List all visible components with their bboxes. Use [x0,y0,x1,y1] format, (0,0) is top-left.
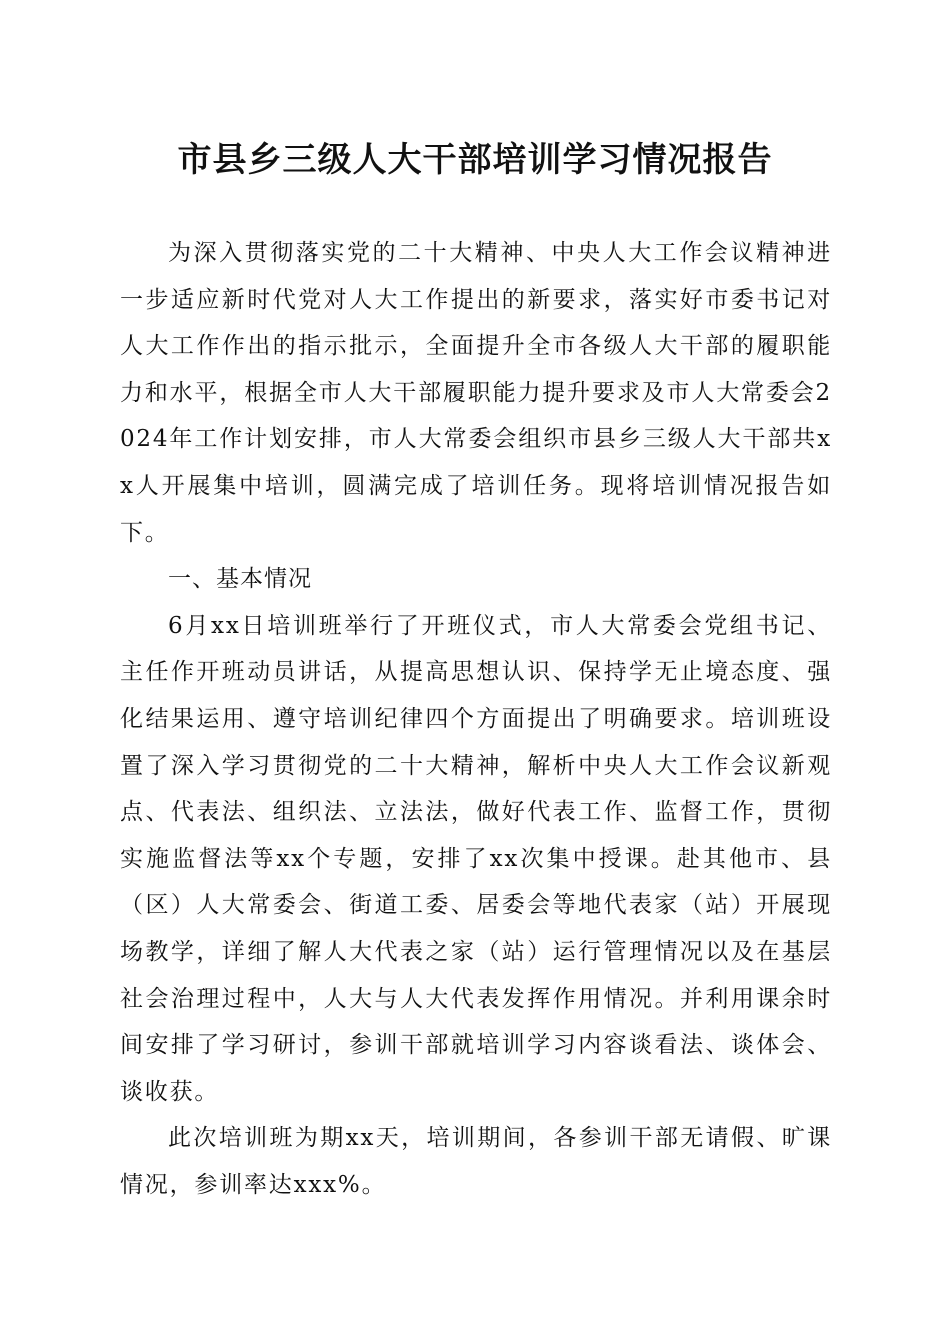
section-paragraph-opening: 6月xx日培训班举行了开班仪式，市人大常委会党组书记、主任作开班动员讲话，从提高思想认识、保持学无止境态度、强化结果运用、遵守培训纪律四个方面提出了明确要求。培训班设置了深入学习贯彻党的二十大精神，解析中央人大工作会议新观点、代表法、组织法、立法法，做好代表工作、监督工作，贯彻实施监督法等xx个专题，安排了xx次集中授课。赴其他市、县（区）人大常委会、街道工委、居委会等地代表家（站）开展现场教学，详细了解人大代表之家（站）运行管理情况以及在基层社会治理过程中，人大与人大代表发挥作用情况。并利用课余时间安排了学习研讨，参训干部就培训学习内容谈看法、谈体会、谈收获。 [120,612,832,1105]
document-body [120,230,832,1208]
document-title: 市县乡三级人大干部培训学习情况报告 [177,140,773,180]
section-heading-basic-situation: 一、基本情况 [168,566,312,593]
section-paragraph-attendance: 此次培训班为期xx天，培训期间，各参训干部无请假、旷课情况，参训率达xxx%。 [120,1125,832,1198]
intro-paragraph: 为深入贯彻落实党的二十大精神、中央人大工作会议精神进一步适应新时代党对人大工作提出的新要求，落实好市委书记对人大工作作出的指示批示，全面提升全市各级人大干部的履职能力和水平，根据全市人大干部履职能力提升要求及市人大常委会2024年工作计划安排，市人大常委会组织市县乡三级人大干部共xx人开展集中培训，圆满完成了培训任务。现将培训情况报告如下。 [120,240,832,546]
